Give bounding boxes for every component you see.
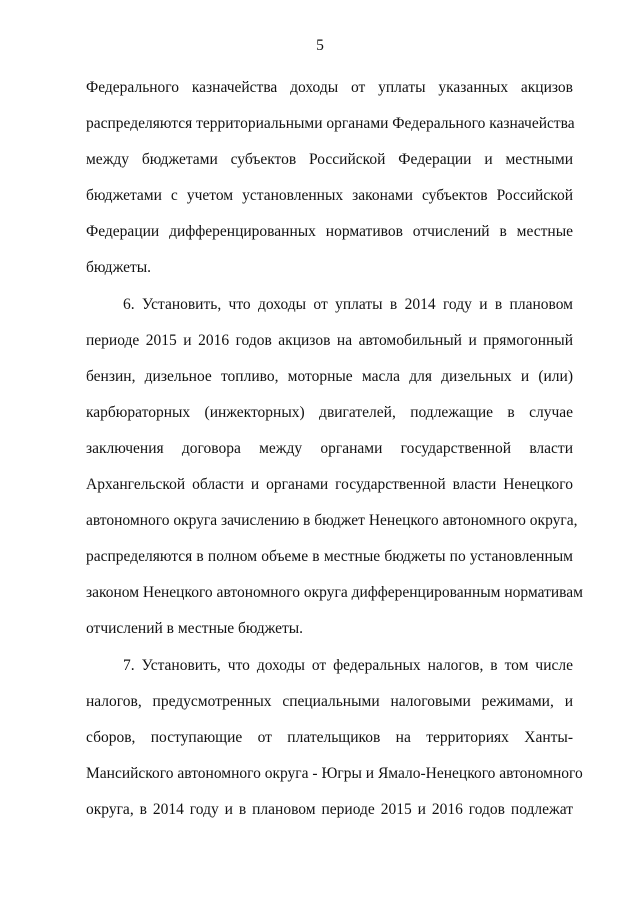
text-line: налогов, предусмотренных специальными налоговыми режимами, и [86,693,573,710]
text-line: между бюджетами субъектов Российской Федерации и местными [86,151,573,168]
text-line: Федерации дифференцированных нормативов отчислений в местные [86,223,573,240]
paragraph-item-7 [86,654,583,834]
page-number: 5 [316,37,324,54]
text-line: бензин, дизельное топливо, моторные масла для дизельных и (или) [86,368,573,385]
text-line: распределяются в полном объеме в местные бюджеты по установленным [86,548,573,565]
text-line: заключения договора между органами государственной власти [86,440,573,457]
text-line: законом Ненецкого автономного округа дифференцированным нормативам [86,584,583,601]
text-line: автономного округа зачислению в бюджет Ненецкого автономного округа, [86,512,578,529]
text-line: Федерального казначейства доходы от уплаты указанных акцизов [86,79,573,96]
text-line: 6. Установить, что доходы от уплаты в 2014 году и в плановом [123,296,573,313]
text-line: 7. Установить, что доходы от федеральных налогов, в том числе [123,657,573,674]
text-line: отчислений в местные бюджеты. [86,620,304,637]
text-line: Мансийского автономного округа - Югры и Ямало-Ненецкого автономного [86,765,583,782]
text-line: периоде 2015 и 2016 годов акцизов на автомобильный и прямогонный [86,332,573,349]
text-line: сборов, поступающие от плательщиков на территориях Ханты- [86,729,573,746]
document-body [86,76,583,834]
text-line: распределяются территориальными органами Федерального казначейства [86,115,575,132]
paragraph-item-6 [86,293,583,653]
text-line: карбюраторных (инжекторных) двигателей, подлежащие в случае [86,404,573,421]
text-line: округа, в 2014 году и в плановом периоде 2015 и 2016 годов подлежат [86,801,573,818]
text-line: бюджетами с учетом установленных законами субъектов Российской [86,187,573,204]
text-line: бюджеты. [86,259,152,276]
text-line: Архангельской области и органами государственной власти Ненецкого [86,476,573,493]
paragraph-continuation [86,76,573,292]
